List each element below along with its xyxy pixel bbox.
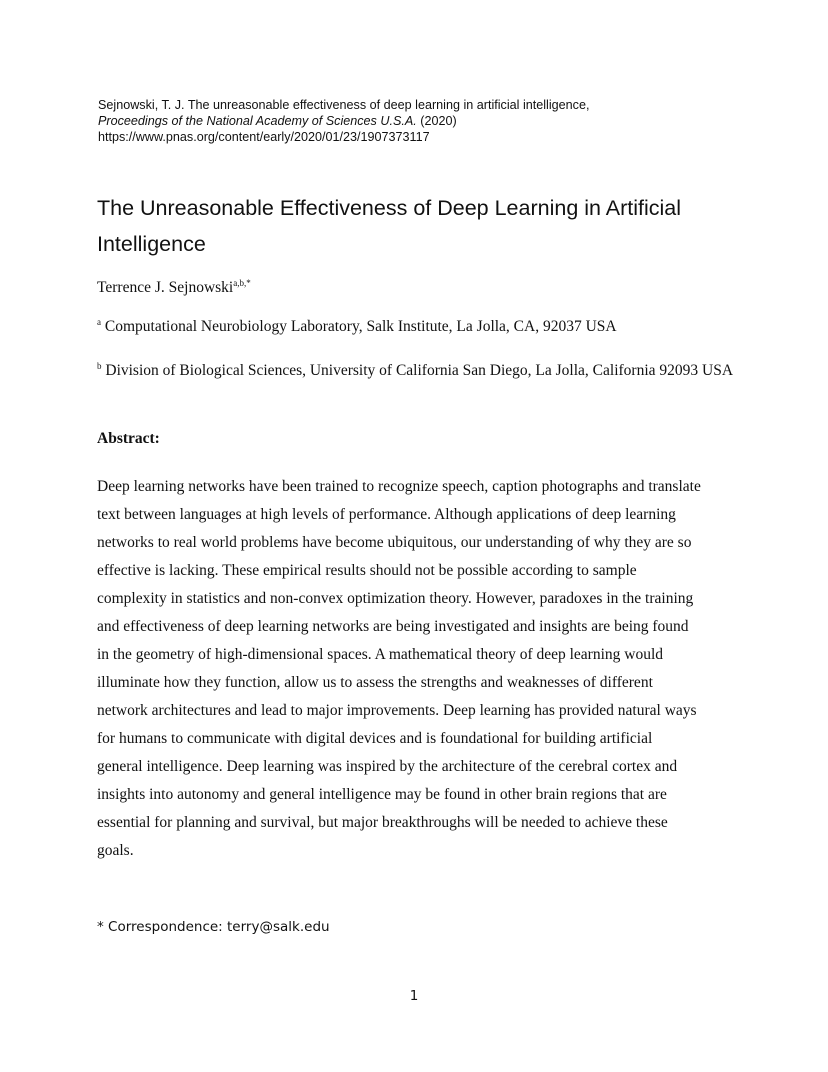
affiliation-a-text: Computational Neurobiology Laboratory, Salk Institute, La Jolla, CA, 92037 USA <box>101 318 617 335</box>
abstract-body <box>97 473 747 865</box>
abstract-line: effective is lacking. These empirical results should not be possible according to sample <box>97 562 637 579</box>
abstract-line: for humans to communicate with digital devices and is foundational for building artificial <box>97 730 653 747</box>
abstract-line: network architectures and lead to major improvements. Deep learning has provided natural ways <box>97 702 697 719</box>
abstract-line: illuminate how they function, allow us to assess the strengths and weaknesses of different <box>97 674 653 691</box>
abstract-line: essential for planning and survival, but major breakthroughs will be needed to achieve these <box>97 814 668 831</box>
affiliation-a <box>97 313 737 341</box>
citation-url: https://www.pnas.org/content/early/2020/01/23/1907373117 <box>98 130 430 144</box>
author-marks: a,b,* <box>233 278 251 288</box>
citation-year: (2020) <box>416 114 457 128</box>
affiliation-b-mark: b <box>97 361 102 371</box>
citation-journal: Proceedings of the National Academy of Sciences U.S.A. <box>98 114 417 128</box>
paper-title: The Unreasonable Effectiveness of Deep Learning in Artificial Intelligence <box>97 196 682 256</box>
author-line <box>97 278 251 298</box>
citation-journal-line <box>98 113 778 129</box>
abstract-line: Deep learning networks have been trained to recognize speech, caption photographs and translate <box>97 478 701 495</box>
abstract-line: text between languages at high levels of performance. Although applications of deep learning <box>97 506 676 523</box>
author-name: Terrence J. Sejnowski <box>97 279 234 296</box>
abstract-line: networks to real world problems have become ubiquitous, our understanding of why they are so <box>97 534 692 551</box>
abstract-heading: Abstract: <box>97 430 160 447</box>
affiliation-b <box>97 357 737 385</box>
affiliation-b-text: Division of Biological Sciences, University of California San Diego, La Jolla, California 92093 USA <box>101 362 734 379</box>
abstract-line: complexity in statistics and non-convex optimization theory. However, paradoxes in the training <box>97 590 694 607</box>
abstract-line: goals. <box>97 842 134 859</box>
abstract-line: general intelligence. Deep learning was inspired by the architecture of the cerebral cortex and <box>97 758 678 775</box>
page-number: 1 <box>409 988 419 1004</box>
correspondence-note: * Correspondence: terry@salk.edu <box>97 919 330 935</box>
abstract-line: and effectiveness of deep learning networks are being investigated and insights are being found <box>97 618 689 635</box>
citation-text: Sejnowski, T. J. The unreasonable effectiveness of deep learning in artificial intelligence, <box>98 98 590 112</box>
affiliation-a-mark: a <box>97 317 101 327</box>
abstract-line: insights into autonomy and general intelligence may be found in other brain regions that are <box>97 786 667 803</box>
citation-block <box>98 97 778 145</box>
abstract-line: in the geometry of high-dimensional spaces. A mathematical theory of deep learning would <box>97 646 664 663</box>
